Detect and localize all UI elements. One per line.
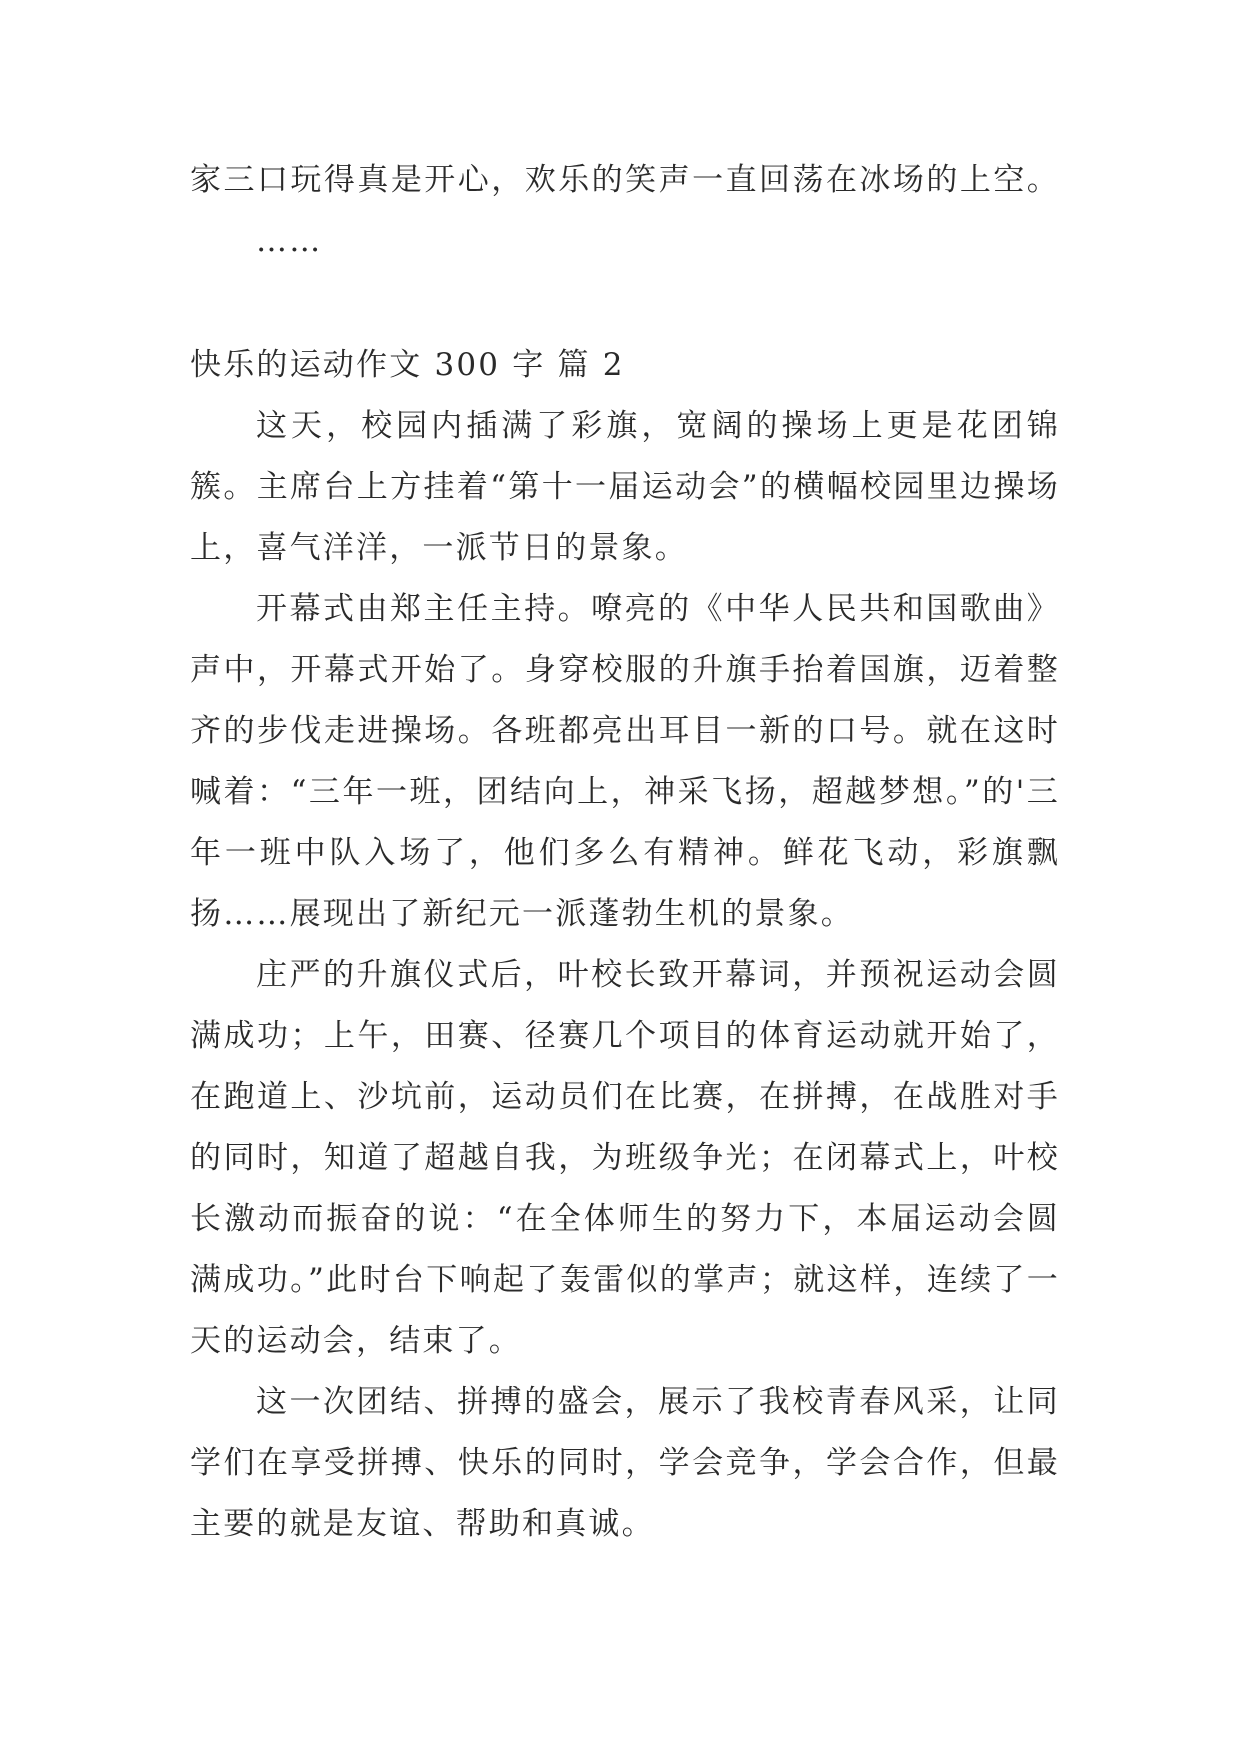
essay-section [190, 335, 1060, 1555]
continuation-block [190, 150, 1060, 272]
section-title: 快乐的运动作文 300 字 篇 2 [190, 347, 625, 383]
continuation-line: 家三口玩得真是开心，欢乐的笑声一直回荡在冰场的上空。 [190, 162, 1060, 198]
ellipsis-line: …… [256, 223, 323, 259]
paragraph: 开幕式由郑主任主持。嘹亮的《中华人民共和国歌曲》声中，开幕式开始了。身穿校服的升旗手抬着国旗，迈着整齐的步伐走进操场。各班都亮出耳目一新的口号。就在这时喊着：“三年一班，团结向上，神采飞扬，超越梦想。”的'三年一班中队入场了，他们多么有精神。鲜花飞动，彩旗飘扬……展现出了新纪元一派蓬勃生机的景象。 [190, 591, 1060, 932]
paragraph: 这一次团结、拼搏的盛会，展示了我校青春风采，让同学们在享受拼搏、快乐的同时，学会竞争，学会合作，但最主要的就是友谊、帮助和真诚。 [190, 1384, 1060, 1542]
paragraph: 这天，校园内插满了彩旗，宽阔的操场上更是花团锦簇。主席台上方挂着“第十一届运动会”的横幅校园里边操场上，喜气洋洋，一派节日的景象。 [190, 408, 1060, 566]
paragraph: 庄严的升旗仪式后，叶校长致开幕词，并预祝运动会圆满成功；上午，田赛、径赛几个项目的体育运动就开始了，在跑道上、沙坑前，运动员们在比赛，在拼搏，在战胜对手的同时，知道了超越自我，为班级争光；在闭幕式上，叶校长激动而振奋的说：“在全体师生的努力下，本届运动会圆满成功。”此时台下响起了轰雷似的掌声；就这样，连续了一天的运动会，结束了。 [190, 957, 1060, 1359]
